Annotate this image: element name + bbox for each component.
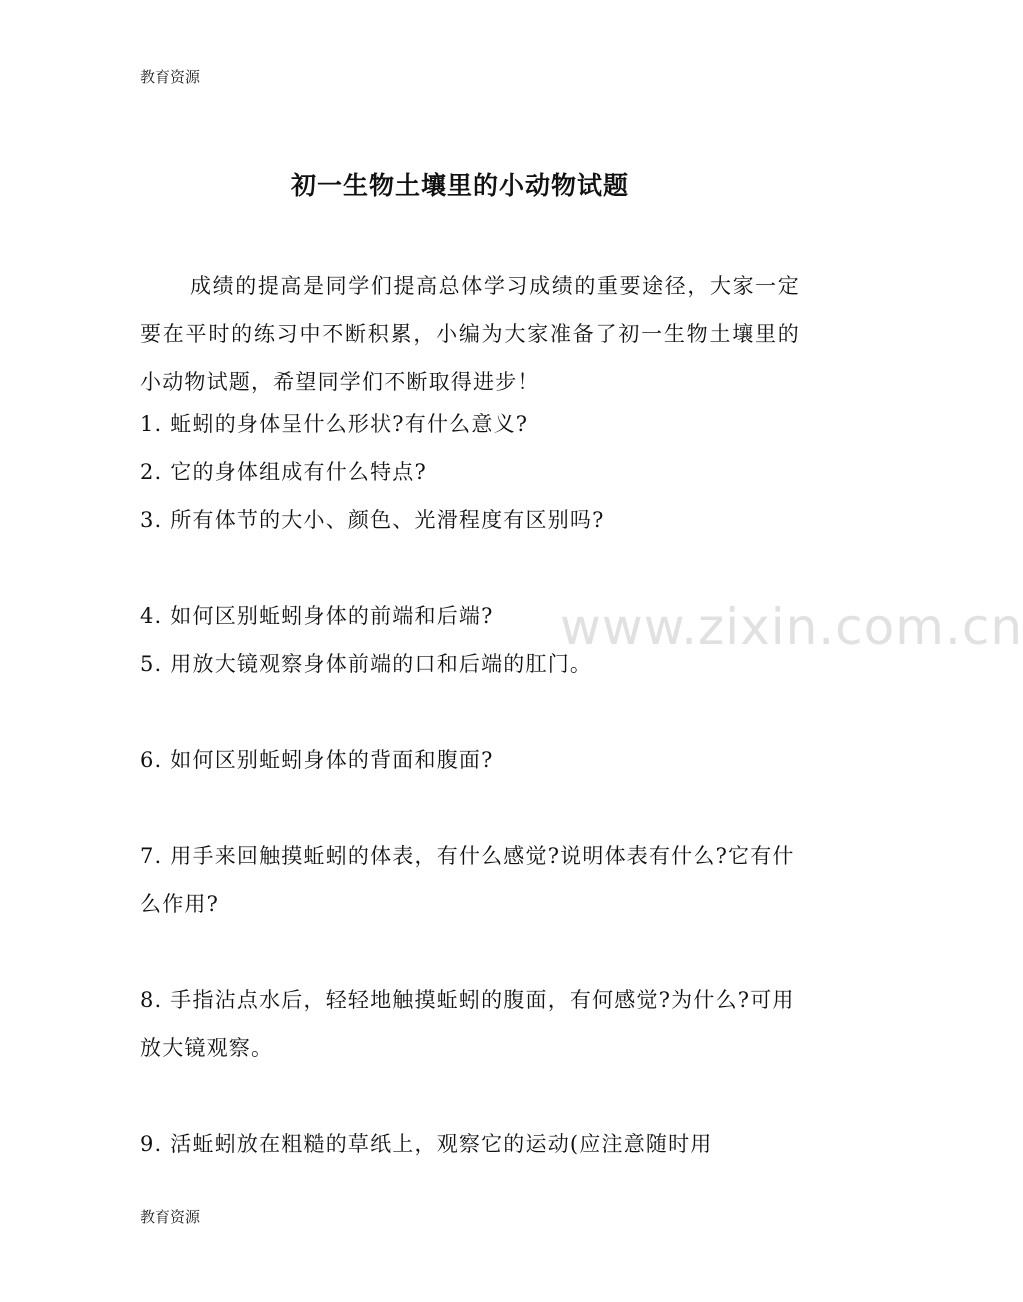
question-5: 5. 用放大镜观察身体前端的口和后端的肛门。 [140,652,593,676]
question-4: 4. 如何区别蚯蚓身体的前端和后端? [140,604,494,628]
question-9: 9. 活蚯蚓放在粗糙的草纸上，观察它的运动(应注意随时用 [140,1132,713,1156]
intro-paragraph: 成绩的提高是同学们提高总体学习成绩的重要途径，大家一定要在平时的练习中不断积累，小编为大家准备了初一生物土壤里的小动物试题，希望同学们不断取得进步！ [140,274,800,394]
question-6: 6. 如何区别蚯蚓身体的背面和腹面? [140,748,494,772]
page-header-label: 教育资源 [140,68,201,86]
document-title: 初一生物土壤里的小动物试题 [290,171,629,200]
watermark-text: www.zixin.com.cn [560,598,1023,656]
page-footer-label: 教育资源 [140,1208,201,1226]
question-7: 7. 用手来回触摸蚯蚓的体表，有什么感觉?说明体表有什么?它有什么作用? [140,844,795,916]
question-2: 2. 它的身体组成有什么特点? [140,460,427,484]
question-8: 8. 手指沾点水后，轻轻地触摸蚯蚓的腹面，有何感觉?为什么?可用放大镜观察。 [140,988,795,1060]
question-1: 1. 蚯蚓的身体呈什么形状?有什么意义? [140,412,529,436]
question-3: 3. 所有体节的大小、颜色、光滑程度有区别吗? [140,508,605,532]
